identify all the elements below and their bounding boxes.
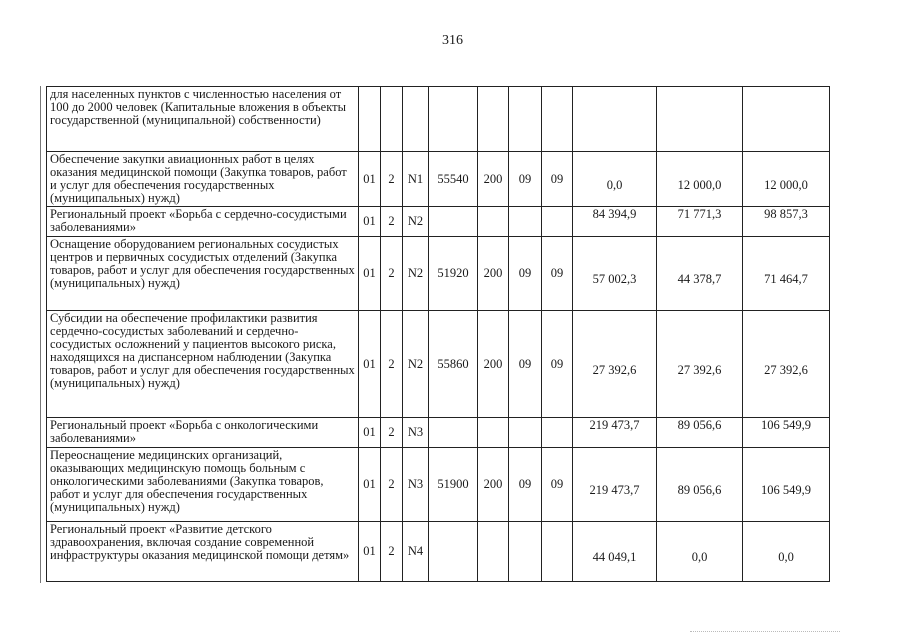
subprogram-code-cell	[381, 87, 403, 152]
amount-year-2-cell: 89 056,6	[657, 448, 743, 522]
subsection-code-cell	[542, 522, 573, 582]
subprogram-code-cell: 2	[381, 207, 403, 237]
table-row	[47, 237, 830, 311]
amount-year-3-cell: 106 549,9	[743, 418, 830, 448]
amount-year-1-cell: 27 392,6	[573, 311, 657, 418]
subprogram-code-cell: 2	[381, 311, 403, 418]
row-name-cell: Переоснащение медицинских организаций, оказывающих медицинскую помощь больным с онкологическими заболеваниями (Закупка товаров, работ и услуг для обеспечения государственных (муниципальных) нужд)	[47, 448, 359, 522]
direction-code-cell: 55540	[429, 152, 478, 207]
table-body	[47, 87, 830, 582]
expense-type-code-cell	[478, 522, 509, 582]
table-row	[47, 87, 830, 152]
section-code-cell: 09	[509, 237, 542, 311]
subprogram-code-cell: 2	[381, 237, 403, 311]
row-name-cell: Субсидии на обеспечение профилактики развития сердечно-сосудистых заболеваний и сердечно-сосудистых осложнений у пациентов высокого риска, находящихся на диспансерном наблюдении (Закупка товаров, работ и услуг для обеспечения государственных (муниципальных) нужд)	[47, 311, 359, 418]
section-code-cell: 09	[509, 311, 542, 418]
amount-year-3-cell: 12 000,0	[743, 152, 830, 207]
direction-code-cell	[429, 207, 478, 237]
program-code-cell	[359, 87, 381, 152]
project-code-cell	[403, 87, 429, 152]
amount-year-2-cell: 27 392,6	[657, 311, 743, 418]
program-code-cell: 01	[359, 237, 381, 311]
amount-year-3-cell: 106 549,9	[743, 448, 830, 522]
amount-year-2-cell: 71 771,3	[657, 207, 743, 237]
direction-code-cell	[429, 418, 478, 448]
amount-year-3-cell: 0,0	[743, 522, 830, 582]
program-code-cell: 01	[359, 207, 381, 237]
subsection-code-cell: 09	[542, 152, 573, 207]
amount-year-1-cell: 44 049,1	[573, 522, 657, 582]
subsection-code-cell	[542, 418, 573, 448]
amount-year-2-cell	[657, 87, 743, 152]
direction-code-cell: 51920	[429, 237, 478, 311]
scan-artifact	[690, 631, 840, 633]
direction-code-cell	[429, 87, 478, 152]
program-code-cell: 01	[359, 418, 381, 448]
section-code-cell	[509, 207, 542, 237]
expense-type-code-cell	[478, 87, 509, 152]
expense-type-code-cell	[478, 207, 509, 237]
section-code-cell: 09	[509, 448, 542, 522]
project-code-cell: N4	[403, 522, 429, 582]
project-code-cell: N2	[403, 311, 429, 418]
expense-type-code-cell	[478, 418, 509, 448]
direction-code-cell	[429, 522, 478, 582]
expense-type-code-cell: 200	[478, 311, 509, 418]
page-number: 316	[442, 33, 463, 48]
project-code-cell: N1	[403, 152, 429, 207]
subprogram-code-cell: 2	[381, 152, 403, 207]
expense-type-code-cell: 200	[478, 448, 509, 522]
table-row	[47, 522, 830, 582]
amount-year-2-cell: 0,0	[657, 522, 743, 582]
table-row	[47, 448, 830, 522]
row-name-cell: Региональный проект «Борьба с онкологическими заболеваниями»	[47, 418, 359, 448]
subprogram-code-cell: 2	[381, 522, 403, 582]
table-row	[47, 418, 830, 448]
binding-margin-line	[40, 86, 41, 583]
section-code-cell	[509, 418, 542, 448]
section-code-cell	[509, 522, 542, 582]
row-name-cell: Региональный проект «Развитие детского здравоохранения, включая создание современной инфраструктуры оказания медицинской помощи детям»	[47, 522, 359, 582]
subprogram-code-cell: 2	[381, 418, 403, 448]
subsection-code-cell: 09	[542, 448, 573, 522]
expense-type-code-cell: 200	[478, 237, 509, 311]
amount-year-1-cell: 219 473,7	[573, 418, 657, 448]
amount-year-1-cell: 84 394,9	[573, 207, 657, 237]
amount-year-1-cell: 219 473,7	[573, 448, 657, 522]
amount-year-3-cell: 98 857,3	[743, 207, 830, 237]
program-code-cell: 01	[359, 311, 381, 418]
program-code-cell: 01	[359, 448, 381, 522]
subprogram-code-cell: 2	[381, 448, 403, 522]
amount-year-1-cell: 57 002,3	[573, 237, 657, 311]
program-code-cell: 01	[359, 522, 381, 582]
project-code-cell: N3	[403, 418, 429, 448]
direction-code-cell: 51900	[429, 448, 478, 522]
table-row	[47, 207, 830, 237]
budget-table	[46, 86, 830, 582]
program-code-cell: 01	[359, 152, 381, 207]
subsection-code-cell: 09	[542, 311, 573, 418]
amount-year-3-cell: 71 464,7	[743, 237, 830, 311]
subsection-code-cell: 09	[542, 237, 573, 311]
project-code-cell: N2	[403, 237, 429, 311]
row-name-cell: Оснащение оборудованием региональных сосудистых центров и первичных сосудистых отделений (Закупка товаров, работ и услуг для обеспечения государственных (муниципальных) нужд)	[47, 237, 359, 311]
subsection-code-cell	[542, 87, 573, 152]
table-row	[47, 311, 830, 418]
row-name-cell: для населенных пунктов с численностью населения от 100 до 2000 человек (Капитальные вложения в объекты государственной (муниципальной) собственности)	[47, 87, 359, 152]
row-name-cell: Региональный проект «Борьба с сердечно-сосудистыми заболеваниями»	[47, 207, 359, 237]
amount-year-2-cell: 89 056,6	[657, 418, 743, 448]
amount-year-3-cell	[743, 87, 830, 152]
expense-type-code-cell: 200	[478, 152, 509, 207]
amount-year-2-cell: 44 378,7	[657, 237, 743, 311]
project-code-cell: N2	[403, 207, 429, 237]
row-name-cell: Обеспечение закупки авиационных работ в целях оказания медицинской помощи (Закупка товаров, работ и услуг для обеспечения государственных (муниципальных) нужд)	[47, 152, 359, 207]
section-code-cell: 09	[509, 152, 542, 207]
amount-year-1-cell	[573, 87, 657, 152]
table-row	[47, 152, 830, 207]
subsection-code-cell	[542, 207, 573, 237]
section-code-cell	[509, 87, 542, 152]
amount-year-3-cell: 27 392,6	[743, 311, 830, 418]
amount-year-1-cell: 0,0	[573, 152, 657, 207]
project-code-cell: N3	[403, 448, 429, 522]
direction-code-cell: 55860	[429, 311, 478, 418]
amount-year-2-cell: 12 000,0	[657, 152, 743, 207]
